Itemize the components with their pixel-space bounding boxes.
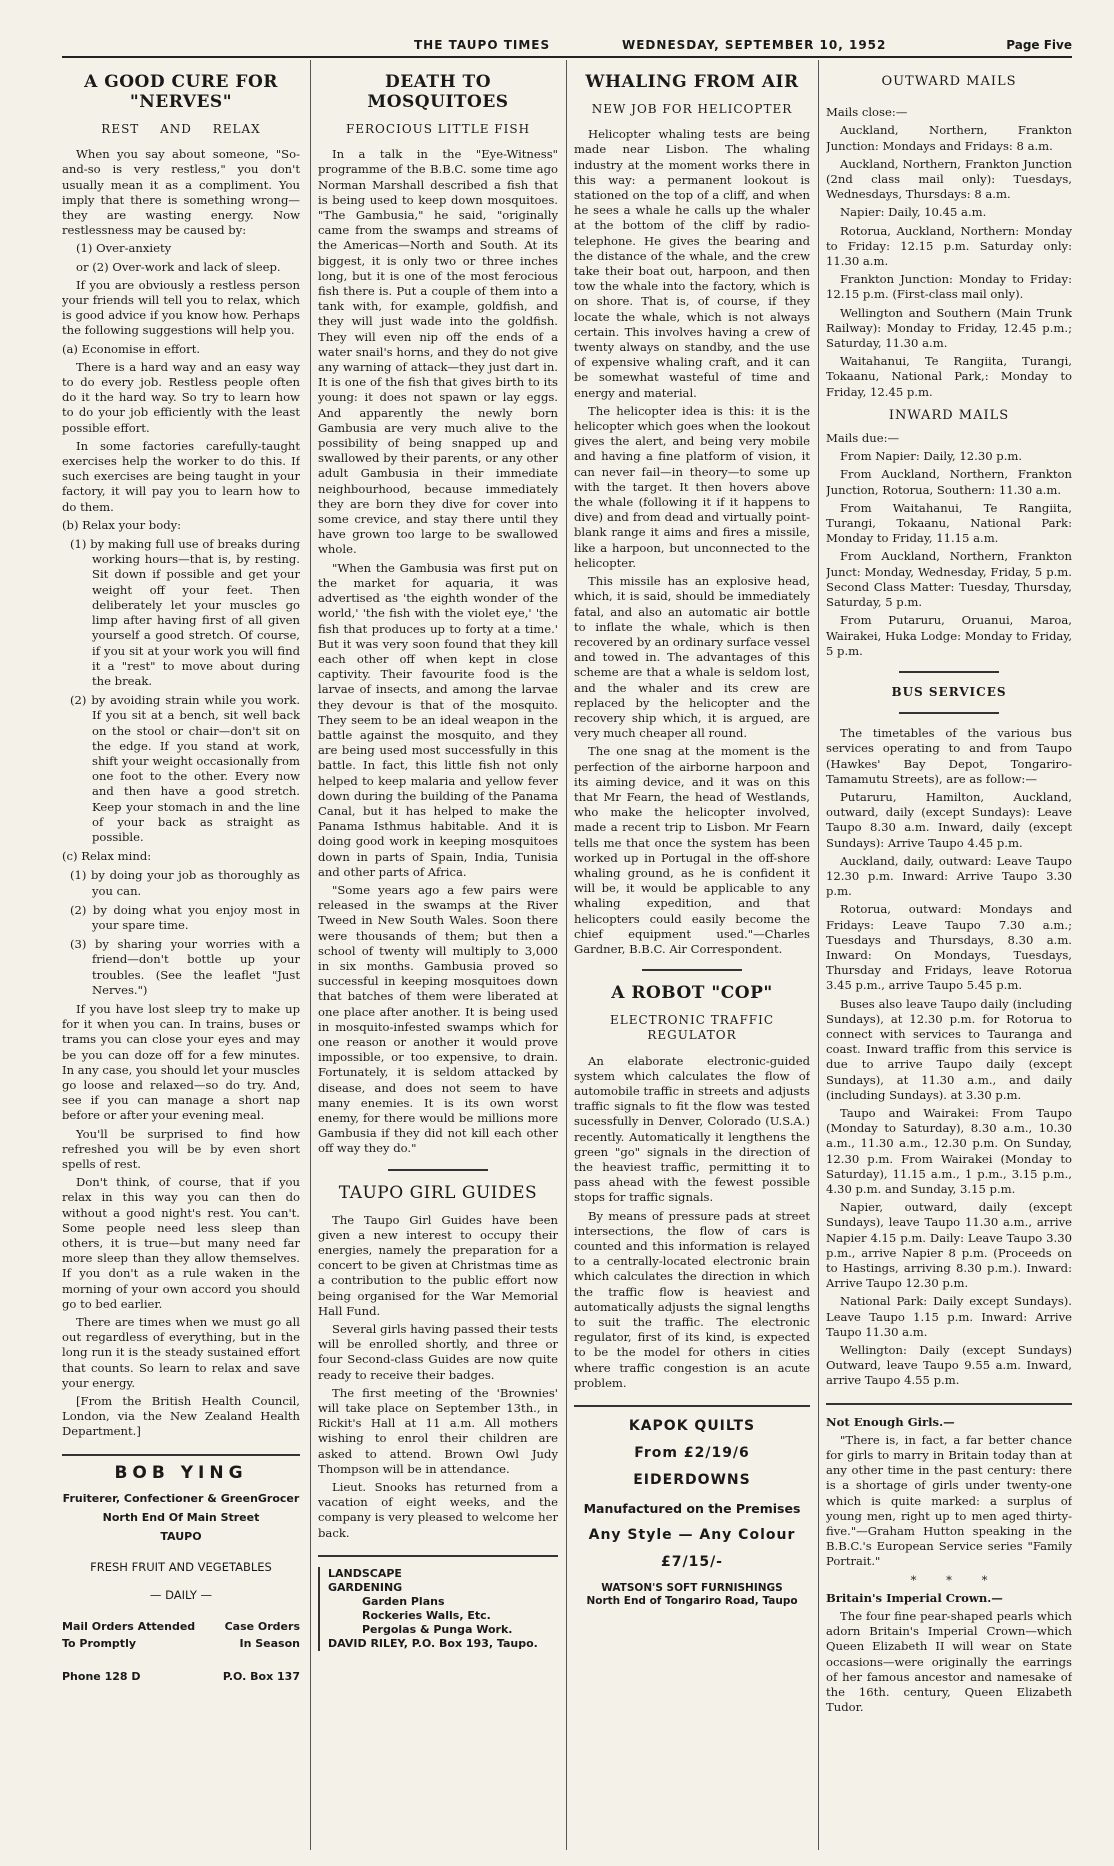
list-item: (a) Economise in effort. <box>62 341 201 356</box>
section-title-outward-mails: OUTWARD MAILS <box>881 74 1017 89</box>
list-item: (1) by doing your job as thoroughly as you can. <box>70 868 300 898</box>
advert-line: Manufactured on the Premises <box>583 1500 801 1516</box>
advert-bob-ying <box>62 1462 300 1685</box>
list-item: (2) by avoiding strain while you work. If you sit at a bench, sit well back on the stool or chair—don't sit on the edge. If you stand at work, shift your weight occasionally from one foot to the other. Every now and then have a good stretch. Keep your stomach in and the line of your back as straight as possible. <box>70 693 300 844</box>
list-item: (c) Relax mind: <box>62 849 152 864</box>
paragraph: Don't think, of course, that if you relax in this way you can then do without a good night's rest. You can't. Some people need less sleep than others, it is true—but many need far more sleep than they allow themselves. If you don't as a rule waken in the morning of your own accord you should go to bed earlier. <box>62 1175 300 1311</box>
paragraph: "Some years ago a few pairs were released in the swamps at the River Tweed in New South Wales. Soon there were thousands of them; but then a school of twenty will multiply to 3,000 in six months. Gambusia proved so successful in keeping mosquitoes down that batches of them were liberated at one place after another. It is being used in mosquito-infested swamps which for one reason or another it would prove impossible, or too expensive, to drain. Fortunately, it is seldom attacked by disease, and does not seem to have many enemies. It is its own worst enemy, for there would be millions more Gambusia if they did not kill each other off way they do." <box>318 882 558 1156</box>
advert-line: — DAILY — <box>149 1587 213 1602</box>
advert-line: Rockeries Walls, Etc. <box>362 1608 491 1622</box>
schedule-item: Wellington and Southern (Main Trunk Railway): Monday to Friday, 12.45 p.m.; Saturday, 11.30 a.m. <box>826 305 1072 351</box>
item-heading: Not Enough Girls.— <box>826 1414 955 1429</box>
paragraph: By means of pressure pads at street intersections, the flow of cars is counted and this information is relayed to a centrally-located electronic brain which calculates the direction in which the traffic flow is heaviest and automatically adjusts the signal lengths to suit the traffic. The electronic regulator, first of its kind, is expected to be the model for others in cities where traffic congestion is an acute problem. <box>574 1208 810 1390</box>
stars-divider: * * * <box>910 1572 988 1587</box>
schedule-item: Napier: Daily, 10.45 a.m. <box>840 205 987 220</box>
schedule-item: Buses also leave Taupo daily (including Sundays), at 12.30 p.m. for Rotorua to connect with services to Tauranga and coast. Inward traffic from this service is due to arrive Taupo daily (except Sundays), at 11.30 a.m., and daily (including Sundays). at 3.30 p.m. <box>826 996 1072 1102</box>
advert-line: North End of Tongariro Road, Taupo <box>586 1595 798 1608</box>
schedule-item: Putaruru, Hamilton, Auckland, outward, daily (except Sundays): Leave Taupo 8.30 a.m. Inward, daily (except Sundays): Arrive Taupo 4.45 p.m. <box>826 789 1072 850</box>
page-number: Page Five <box>1006 38 1072 52</box>
schedule-item: Taupo and Wairakei: From Taupo (Monday to Saturday), 8.30 a.m., 10.30 a.m., 11.30 a.m., 12.30 p.m. On Sunday, 12.30 p.m. From Wairakei (Monday to Saturday), 11.15 a.m., 1 p.m., 3.15 p.m., 4.30 p.m. and Sunday, 3.15 p.m. <box>826 1105 1072 1196</box>
advert-line: DAVID RILEY, P.O. Box 193, Taupo. <box>328 1636 538 1650</box>
column-2 <box>318 66 558 1856</box>
paragraph: In a talk in the "Eye-Witness" programme of the B.B.C. some time ago Norman Marshall described a fish that is being used to keep down mosquitoes. "The Gambusia," he said, "originally came from the swamps and streams of the Americas—North and South. At its biggest, it is only two or three inches long, but it is one of the most ferocious fish there is. Put a couple of them into a tank with, for example, goldfish, and they will just wade into the goldfish. They will even nip off the ends of a water snail's horns, and they do not give any warning of attack—they just dart in. It is one of the fish that gives birth to its young: it does not spawn or lay eggs. And apparently the newly born Gambusia are very much alive to the possibility of being snapped up and swallowed by their parents, or any other adult Gambusia in their immediate neighbourhood, because immediately they are born they dive for cover into some crevice, and stay there until they have grown too large to be swallowed whole. <box>318 147 558 557</box>
advert-phone: Phone 128 D <box>62 1670 141 1684</box>
paragraph: [From the British Health Council, London, via the New Zealand Health Department.] <box>62 1394 300 1439</box>
advert-line: Fruiterer, Confectioner & GreenGrocer <box>62 1491 300 1505</box>
paragraph: An elaborate electronic-guided system which calculates the flow of automobile traffic in streets and adjusts traffic signals to fit the flow was tested sucessfully in Denver, Colorado (U.S.A.) recently. Automatically it lengthens the green "go" signals in the direction of the heaviest traffic, permitting it to pass ahead with the fewest possible stops for traffic signals. <box>574 1053 810 1205</box>
article-subtitle: NEW JOB FOR HELICOPTER <box>591 102 793 116</box>
column-1 <box>62 66 300 1856</box>
schedule-item: From Napier: Daily, 12.30 p.m. <box>840 449 1023 464</box>
divider <box>318 1555 558 1557</box>
paragraph: You'll be surprised to find how refreshed you will be by even short spells of rest. <box>62 1126 300 1171</box>
paragraph: Mails close:— <box>826 105 908 120</box>
advert-line: KAPOK QUILTS <box>628 1418 756 1435</box>
paragraph: The Taupo Girl Guides have been given a new interest to occupy their energies, namely the preparation for a concert to be given at Christmas time as a contribution to the public effort now being organised for the War Memorial Hall Fund. <box>318 1212 558 1318</box>
advert-box: P.O. Box 137 <box>222 1670 300 1684</box>
schedule-item: Auckland, Northern, Frankton Junction (2nd class mail only): Tuesdays, Wednesdays, Thursdays: 8 a.m. <box>826 156 1072 202</box>
advert-line: EIDERDOWNS <box>633 1472 751 1489</box>
advert-riley <box>318 1567 558 1651</box>
paragraph: There are times when we must go all out regardless of everything, but in the long run it is the steady sustained effort that counts. So learn to relax and save your energy. <box>62 1315 300 1390</box>
divider <box>642 969 742 971</box>
schedule-item: From Auckland, Northern, Frankton Junct: Monday, Wednesday, Friday, 5 p.m. Second Class Matter: Tuesday, Thursday, Saturday, 5 p.m. <box>826 549 1072 610</box>
column-3 <box>574 66 810 1856</box>
paragraph: "There is, in fact, a far better chance for girls to marry in Britain today than at any other time in the past century: there is a shortage of girls under twenty-one which is quite marked: a surplus of young men, right up to men aged thirty-five."—Graham Hutton speaking in the B.B.C.'s European Service series "Family Portrait." <box>826 1432 1072 1569</box>
paragraph: Several girls having passed their tests will be enrolled shortly, and three or four Second-class Guides are now quite ready to receive their badges. <box>318 1322 558 1382</box>
section-title-inward-mails: INWARD MAILS <box>888 407 1010 423</box>
article-title-robot: A ROBOT "COP" <box>611 983 773 1004</box>
list-item: (1) Over-anxiety <box>76 241 172 256</box>
divider <box>574 1405 810 1407</box>
divider <box>899 712 999 714</box>
divider <box>899 671 999 673</box>
advert-line: Mail Orders Attended <box>62 1619 196 1633</box>
column-rule <box>818 60 819 1850</box>
schedule-item: Auckland, daily, outward: Leave Taupo 12.30 p.m. Inward: Arrive Taupo 3.30 p.m. <box>826 853 1072 899</box>
article-subtitle: ELECTRONIC TRAFFIC REGULATOR <box>609 1013 775 1043</box>
paragraph: "When the Gambusia was first put on the market for aquaria, it was advertised as 'the eighth wonder of the world,' 'the fish with the violet eye,' 'the fish that produces up to forty at a time.' But it was very soon found that they kill each other off when kept in close captivity. Their favourite food is the larvae of insects, and among the larvae they devour is that of the mosquito. They seem to be an ideal weapon in the battle against the mosquito, and they are being used most successfully in this battle. In fact, this little fish not only helped to keep malaria and yellow fever down during the building of the Panama Canal, but it has helped to make the Panama Isthmus habitable. And it is doing good work in keeping mosquitoes down in parts of Spain, India, Tunisia and other parts of Africa. <box>318 560 558 879</box>
advert-line: GARDENING <box>328 1580 403 1594</box>
paper-name: THE TAUPO TIMES <box>414 38 551 52</box>
advert-line: From £2/19/6 <box>634 1445 750 1462</box>
advert-line: Pergolas & Punga Work. <box>362 1622 513 1636</box>
article-title-guides: TAUPO GIRL GUIDES <box>338 1182 538 1203</box>
paragraph: In some factories carefully-taught exercises help the worker to do this. If such exercises are being taught in your factory, it will pay you to learn how to do them. <box>62 438 300 514</box>
schedule-item: Rotorua, Auckland, Northern: Monday to Friday: 12.15 p.m. Saturday only: 11.30 a.m. <box>826 223 1072 269</box>
paragraph: Mails due:— <box>826 431 900 446</box>
issue-date: WEDNESDAY, SEPTEMBER 10, 1952 <box>622 38 887 52</box>
item-heading: Britain's Imperial Crown.— <box>826 1590 1003 1605</box>
column-4 <box>826 66 1072 1856</box>
advert-line: WATSON'S SOFT FURNISHINGS <box>601 1582 783 1595</box>
article-title-whaling: WHALING FROM AIR <box>585 72 799 92</box>
advert-line: To Promptly <box>62 1637 137 1651</box>
paragraph: This missile has an explosive head, which, it is said, should be immediately fatal, and also an automatic air bottle to inflate the whale, which is then recovered by an ordinary surface vessel and towed in. The advantages of this scheme are that a whale is seldom lost, and the whaler and its crew are replaced by the helicopter and the recovery ship which, it is argued, are very much cheaper all round. <box>574 574 810 741</box>
schedule-item: From Waitahanui, Te Rangiita, Turangi, Tokaanu, National Park: Monday to Friday, 11.15 a.m. <box>826 500 1072 546</box>
advert-name: BOB YING <box>114 1462 248 1483</box>
schedule-item: Waitahanui, Te Rangiita, Turangi, Tokaanu, National Park,: Monday to Friday, 12.45 p.m. <box>826 354 1072 399</box>
column-rule <box>310 60 311 1850</box>
advert-line: Case Orders <box>224 1619 300 1633</box>
advert-line: In Season <box>239 1637 300 1651</box>
list-item: (1) by making full use of breaks during working hours—that is, by resting. Sit down if possible and get your weight off your feet. Then deliberately let your muscles go limp after having first of all given yourself a good stretch. Of course, if you sit at your work you will find it a "rest" to move about during the break. <box>70 537 300 688</box>
paragraph: Helicopter whaling tests are being made near Lisbon. The whaling industry at the moment works there in this way: a permanent lookout is stationed on the top of a cliff, and when he sees a whale he calls up the whaler at the bottom of the cliff by radio-telephone. He gives the bearing and the distance of the whale, and the crew take their boat out, harpoon, and then tow the whale into the factory, which is on shore. That is, of course, if they locate the whale, which is not always certain. This involves having a crew of twenty always on standby, and the use of expensive whaling craft, and it can be somewhat wasteful of time and energy and material. <box>574 127 810 400</box>
schedule-item: Wellington: Daily (except Sundays) Outward, leave Taupo 9.55 a.m. Inward, arrive Taupo 4.55 p.m. <box>826 1343 1072 1388</box>
divider <box>62 1454 300 1456</box>
advert-line: Any Style — Any Colour <box>588 1526 796 1543</box>
article-title-mosquitoes: DEATH TO MOSQUITOES <box>367 72 509 112</box>
section-title-bus: BUS SERVICES <box>891 684 1007 699</box>
paragraph: The four fine pear-shaped pearls which adorn Britain's Imperial Crown—which Queen Elizabeth II will wear on State occasions—were originally the earrings of her famous ancestor and namesake of the 16th. century, Queen Elizabeth Tudor. <box>826 1609 1072 1715</box>
schedule-item: Auckland, Northern, Frankton Junction: Mondays and Fridays: 8 a.m. <box>826 123 1072 153</box>
advert-line: TAUPO <box>160 1530 202 1544</box>
paragraph: The first meeting of the 'Brownies' will take place on September 13th., in Rickit's Hall at 11 a.m. All mothers wishing to enrol their children are asked to attend. Brown Owl Judy Thompson will be in attendance. <box>318 1385 558 1476</box>
advert-line: FRESH FRUIT AND VEGETABLES <box>90 1560 272 1575</box>
list-item: or (2) Over-work and lack of sleep. <box>76 259 281 274</box>
paragraph: When you say about someone, "So-and-so is very restless," you don't usually mean it as a compliment. You imply that there is something wrong—they are wasting energy. Now restlessness may be caused by: <box>62 147 300 238</box>
advert-line: Garden Plans <box>362 1594 445 1608</box>
list-item: (3) by sharing your worries with a friend—don't bottle up your troubles. (See the leaflet "Just Nerves.") <box>70 937 300 997</box>
divider <box>826 1403 1072 1405</box>
paragraph: If you are obviously a restless person your friends will tell you to relax, which is good advice if you know how. Perhaps the following suggestions will help you. <box>62 277 300 338</box>
column-rule <box>566 60 567 1850</box>
schedule-item: Napier, outward, daily (except Sundays), leave Taupo 11.30 a.m., arrive Napier 4.15 p.m. Daily: Leave Taupo 3.30 p.m., arrive Napier 8 p.m. (Proceeds on to Hastings, arriving 8.30 p.m.). Inward: Arrive Taupo 12.30 p.m. <box>826 1200 1072 1291</box>
schedule-item: Frankton Junction: Monday to Friday: 12.15 p.m. (First-class mail only). <box>826 272 1072 302</box>
paragraph: Lieut. Snooks has returned from a vacation of eight weeks, and the company is very pleased to welcome her back. <box>318 1480 558 1540</box>
article-subtitle: FEROCIOUS LITTLE FISH <box>345 122 531 136</box>
paragraph: If you have lost sleep try to make up for it when you can. In trains, buses or trams you can close your eyes and may be you can doze off for a few minutes. In any case, you should let your muscles go loose and relaxed—so do try. And, see if you can manage a short nap before or after your evening meal. <box>62 1001 300 1123</box>
list-item: (b) Relax your body: <box>62 517 182 532</box>
article-title-nerves: A GOOD CURE FOR "NERVES" <box>84 72 278 112</box>
divider <box>388 1169 488 1171</box>
advert-line: £7/15/- <box>660 1554 723 1571</box>
paragraph: There is a hard way and an easy way to do every job. Restless people often do it the hard way. So try to learn how to do your job efficiently with the least possible effort. <box>62 359 300 435</box>
advert-line: North End Of Main Street <box>102 1511 260 1525</box>
paragraph: The helicopter idea is this: it is the helicopter which goes when the lookout gives the alert, and being very mobile and having a fine platform of vision, it can never fail—in theory—to some up with the target. It then hovers above the whale (following it if it happens to dive) and from dead and virtually point-blank range it aims and fires a missile, like a harpoon, but unconnected to the helicopter. <box>574 403 810 570</box>
advert-kapok <box>574 1419 810 1608</box>
schedule-item: Rotorua, outward: Mondays and Fridays: Leave Taupo 7.30 a.m.; Tuesdays and Thursdays, 8.30 a.m. Inward: On Mondays, Tuesdays, Thursday and Fridays, leave Rotorua 3.45 p.m., arrive Taupo 5.45 p.m. <box>826 902 1072 993</box>
schedule-item: National Park: Daily except Sundays). Leave Taupo 1.15 p.m. Inward: Arrive Taupo 11.30 a.m. <box>826 1294 1072 1339</box>
paragraph: The one snag at the moment is the perfection of the airborne harpoon and its aiming device, and it was on this that Mr Fearn, the head of Westlands, who make the helicopter involved, made a recent trip to Lisbon. Mr Fearn tells me that once the system has been worked up in Portugal in the off-shore whaling ground, as he is confident it will be, it would be applicable to any whaling expedition, and that helicopters could easily become the chief equipment used."—Charles Gardner, B.B.C. Air Correspondent. <box>574 744 810 956</box>
advert-line: LANDSCAPE <box>328 1566 402 1580</box>
article-subtitle: REST AND RELAX <box>101 122 261 136</box>
schedule-item: From Putaruru, Oruanui, Maroa, Wairakei, Huka Lodge: Monday to Friday, 5 p.m. <box>826 613 1072 658</box>
masthead <box>62 34 1072 58</box>
paragraph: The timetables of the various bus services operating to and from Taupo (Hawkes' Bay Depot, Tongariro-Tamamutu Streets), are as follow:— <box>826 726 1072 786</box>
list-item: (2) by doing what you enjoy most in your spare time. <box>70 902 300 932</box>
schedule-item: From Auckland, Northern, Frankton Junction, Rotorua, Southern: 11.30 a.m. <box>826 467 1072 497</box>
